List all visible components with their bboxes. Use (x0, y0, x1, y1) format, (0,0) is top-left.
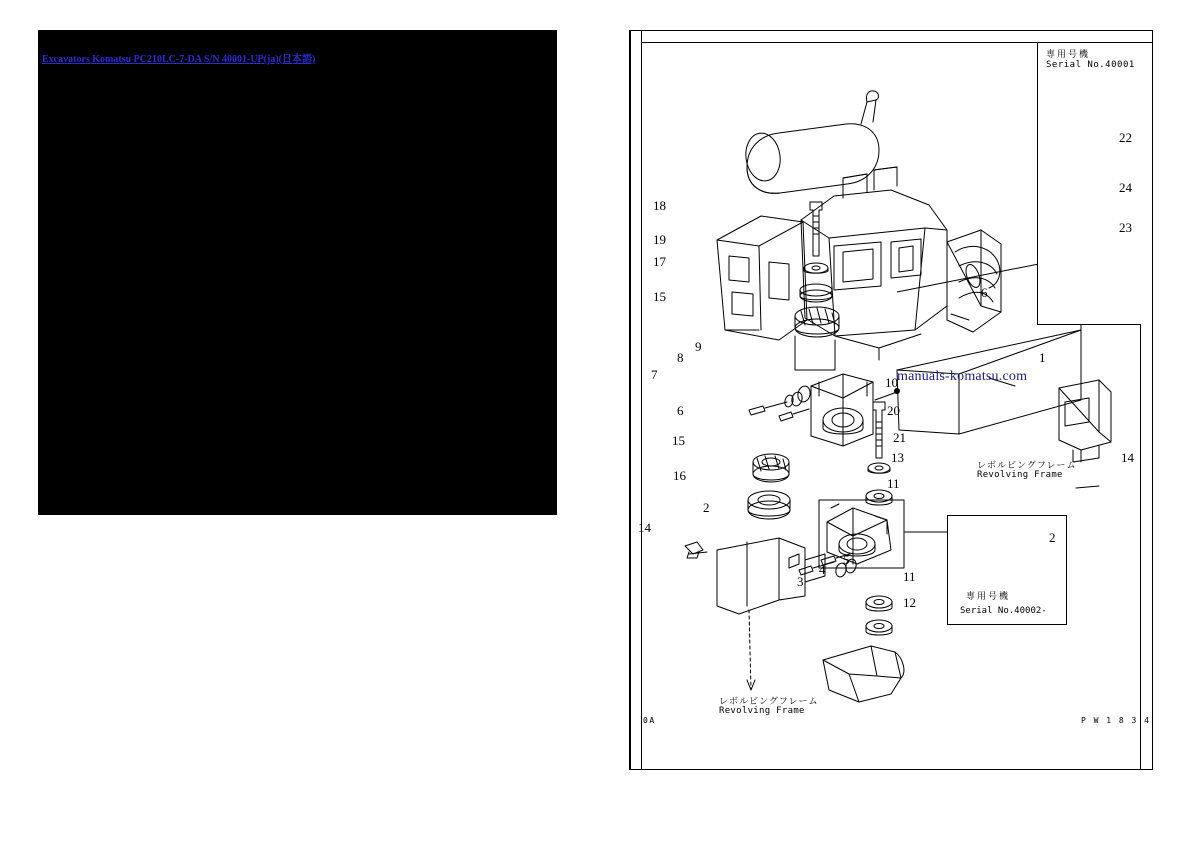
callout-20: 20 (887, 403, 900, 418)
callout-21: 21 (893, 430, 906, 445)
callout-15-upper: 15 (653, 289, 666, 304)
callout-14-right: 14 (1121, 450, 1134, 465)
callout-14-left: 14 (638, 520, 651, 535)
callout-22: 22 (1119, 130, 1132, 145)
callout-4: 4 (819, 562, 826, 577)
callout-9: 9 (695, 339, 702, 354)
callout-6-right: 6 (981, 285, 988, 300)
corner-code-right: P W 1 8 3 4 (1081, 716, 1151, 725)
left-image-panel (38, 30, 557, 515)
callout-19: 19 (653, 232, 666, 247)
callout-24: 24 (1119, 180, 1132, 195)
revolving-frame-label-en-1: Revolving Frame (977, 470, 1063, 480)
serial-block-bottom-jp: 専用号機 (966, 592, 1011, 602)
callout-2-main: 2 (703, 500, 710, 515)
callout-7: 7 (651, 367, 658, 382)
callout-16: 16 (673, 468, 686, 483)
callout-10: 10 (885, 375, 898, 390)
watermark-text: manuals-komatsu.com (897, 369, 1028, 384)
callout-11-upper: 11 (887, 476, 900, 491)
revolving-frame-label-en-2: Revolving Frame (719, 706, 805, 716)
callout-23: 23 (1119, 220, 1132, 235)
serial-block-top-jp: 専用号機 (1046, 50, 1091, 60)
callout-3: 3 (797, 574, 804, 589)
callout-12: 12 (903, 595, 916, 610)
callout-8: 8 (677, 350, 684, 365)
callout-17: 17 (653, 254, 666, 269)
parts-diagram-panel (629, 30, 1153, 770)
manual-title-link[interactable]: Excavators Komatsu PC210LC-7-DA S/N 40001-UP(ja)(日本語) (42, 54, 316, 65)
serial-block-bottom-en: Serial No.40002- (960, 606, 1047, 616)
callout-18: 18 (653, 198, 666, 213)
callout-11-lower: 11 (903, 569, 916, 584)
corner-code-left: 0A (643, 716, 656, 725)
serial-block-top-en: Serial No.40001 (1046, 60, 1135, 70)
callout-2-inset: 2 (1049, 530, 1056, 545)
revolving-frame-label-jp-2: レボルビングフレーム (719, 697, 819, 707)
callout-15-lower: 15 (672, 433, 685, 448)
callout-6-left: 6 (677, 403, 684, 418)
callout-1: 1 (1039, 350, 1046, 365)
callout-13: 13 (891, 450, 904, 465)
callout-5: 5 (843, 552, 850, 567)
revolving-frame-label-jp-1: レボルビングフレーム (977, 461, 1077, 471)
